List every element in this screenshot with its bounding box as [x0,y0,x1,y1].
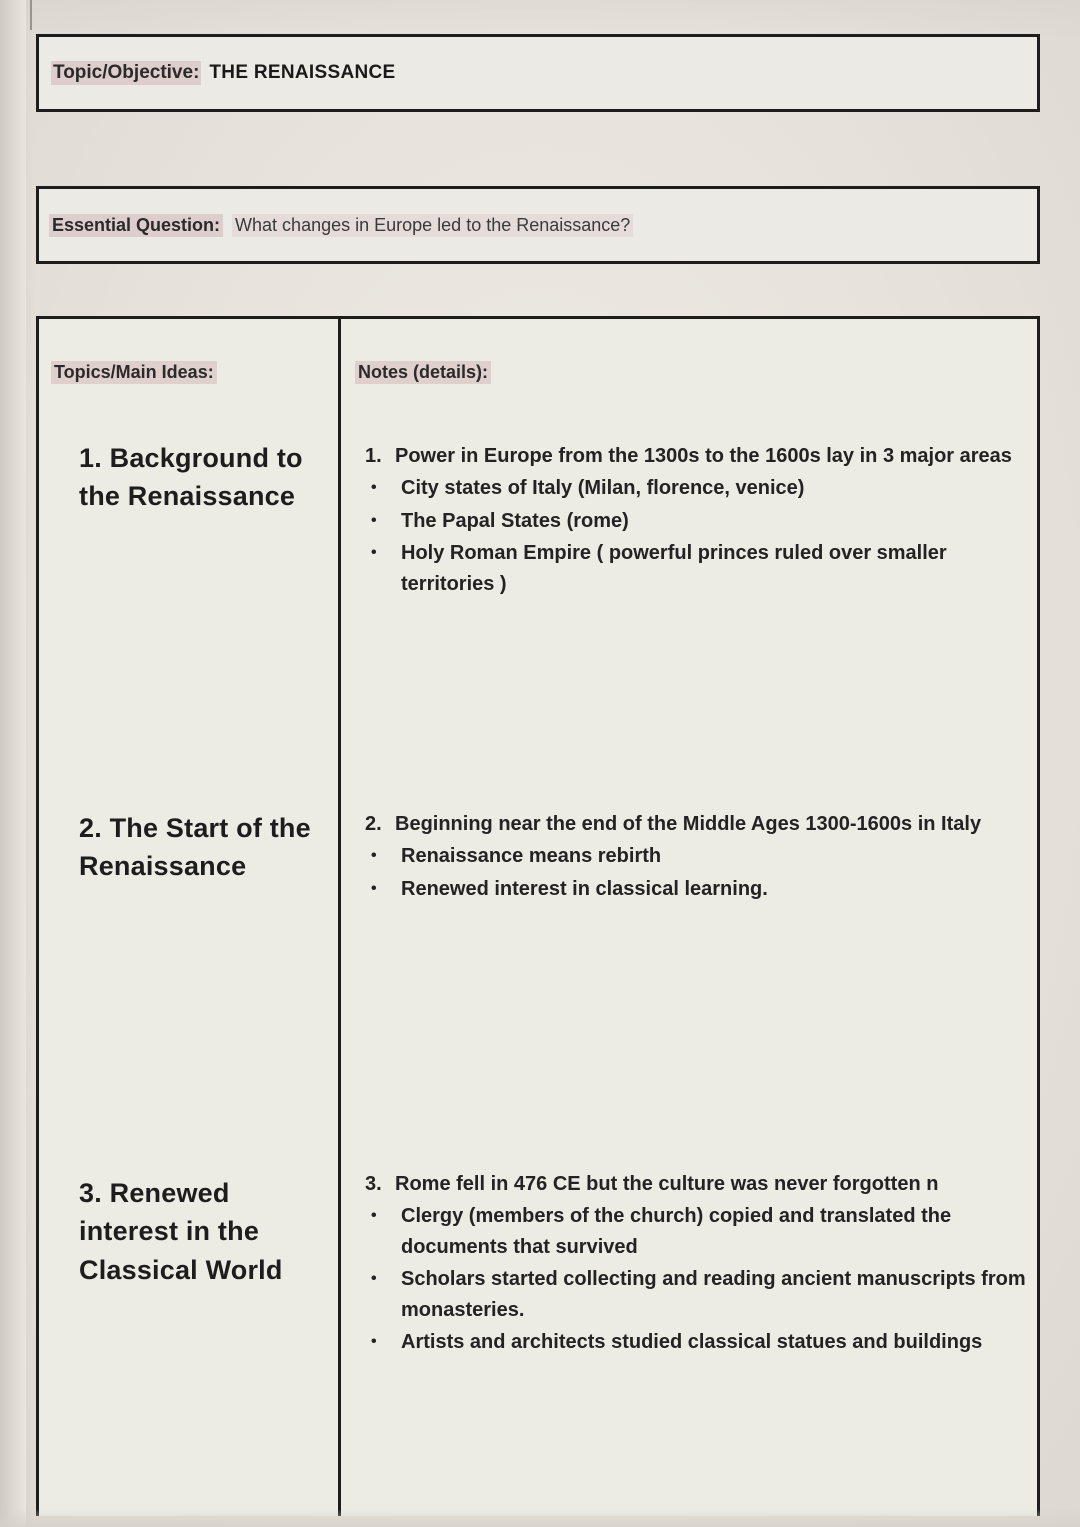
essential-question-value: What changes in Europe led to the Renaissance? [232,214,633,237]
note-text: City states of Italy (Milan, florence, venice) [401,477,805,500]
note-line [365,473,1027,503]
note-marker: • [371,479,377,497]
page-left-edge-shadow [0,0,26,1527]
main-idea-2: 2. The Start of the Renaissance [79,813,311,882]
note-text: Scholars started collecting and reading ancient manuscripts from monasteries. [401,1268,1026,1321]
topic-objective-label: Topic/Objective: [53,62,200,83]
note-line [365,809,1027,839]
main-idea-3: 3. Renewed interest in the Classical World [79,1178,283,1285]
note-line [365,1327,1027,1357]
note-line [365,1169,1027,1199]
note-marker: • [371,1270,377,1288]
note-line [365,1264,1027,1325]
note-marker: 2. [365,813,382,835]
note-line [365,506,1027,536]
note-text: Rome fell in 476 CE but the culture was never forgotten n [395,1173,939,1195]
note-line [365,538,1027,599]
cornell-notes-table [36,316,1040,1516]
page-margin-mark [30,0,32,30]
note-text: The Papal States (rome) [401,509,629,532]
notes-column [341,319,1037,1516]
note-marker: • [371,544,377,562]
note-text: Beginning near the end of the Middle Ages 1300-1600s in Italy [395,813,982,835]
note-marker: • [371,1332,377,1350]
note-text: Renewed interest in classical learning. [401,877,768,900]
note-text: Artists and architects studied classical statues and buildings [401,1330,983,1353]
note-text: Holy Roman Empire ( powerful princes ruled over smaller territories ) [401,542,947,595]
note-marker: • [371,847,377,865]
note-marker: 1. [365,445,382,467]
note-line [365,841,1027,871]
topic-objective-value: THE RENAISSANCE [209,62,396,83]
note-text: Power in Europe from the 1300s to the 1600s lay in 3 major areas [395,445,1012,467]
notes-column-header: Notes (details): [355,361,491,384]
note-marker: • [371,1207,377,1225]
note-text: Renaissance means rebirth [401,845,662,868]
notes-group-2 [365,809,1027,906]
note-text: Clergy (members of the church) copied and translated the documents that survived [401,1205,952,1258]
notes-group-3 [365,1169,1027,1359]
essential-question-box [36,186,1040,264]
main-ideas-column-header: Topics/Main Ideas: [51,361,217,384]
main-idea-1: 1. Background to the Renaissance [79,443,303,512]
note-marker: • [371,879,377,897]
note-line [365,874,1027,904]
note-line [365,1201,1027,1262]
topic-objective-box [36,34,1040,112]
note-marker: • [371,511,377,529]
essential-question-label: Essential Question: [49,214,223,237]
main-ideas-column [39,319,341,1516]
notes-group-1 [365,441,1027,601]
note-line [365,441,1027,471]
note-marker: 3. [365,1173,382,1195]
